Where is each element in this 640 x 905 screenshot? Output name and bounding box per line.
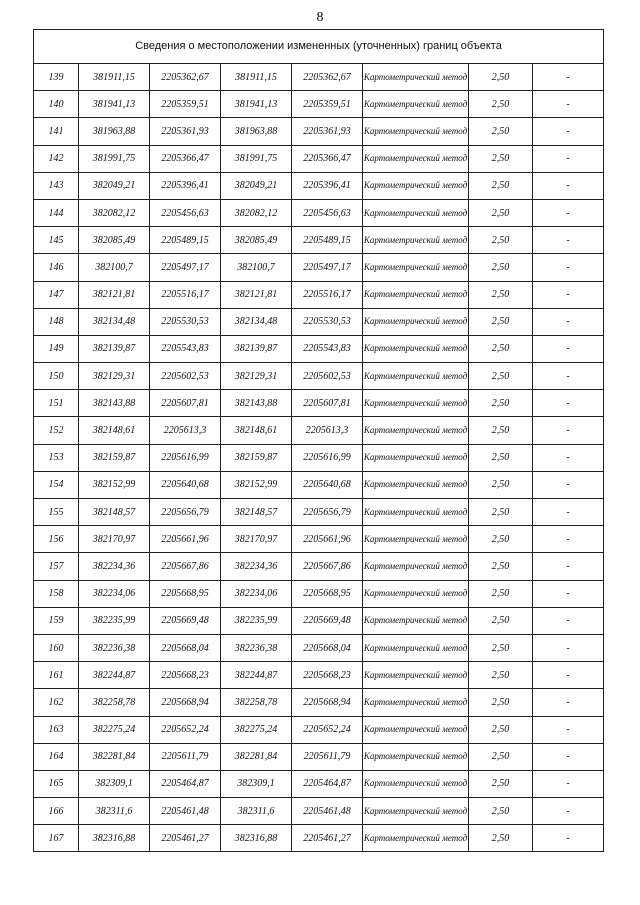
cell-note: - (533, 716, 604, 743)
table-row (34, 417, 604, 444)
cell-method: Картометрический метод (363, 662, 469, 689)
cell-x-refined: 381941,13 (221, 91, 292, 118)
cell-x-existing: 382234,36 (79, 553, 150, 580)
cell-x-refined: 382129,31 (221, 363, 292, 390)
cell-point-number: 167 (34, 825, 79, 852)
cell-method: Картометрический метод (363, 91, 469, 118)
cell-x-existing: 382148,61 (79, 417, 150, 444)
cell-x-refined: 382082,12 (221, 199, 292, 226)
cell-y-refined: 2205640,68 (292, 471, 363, 498)
cell-y-refined: 2205667,86 (292, 553, 363, 580)
cell-accuracy: 2,50 (469, 580, 533, 607)
cell-note: - (533, 308, 604, 335)
cell-note: - (533, 390, 604, 417)
table-row (34, 743, 604, 770)
cell-note: - (533, 145, 604, 172)
cell-method: Картометрический метод (363, 526, 469, 553)
table-row (34, 770, 604, 797)
cell-point-number: 142 (34, 145, 79, 172)
cell-x-refined: 382258,78 (221, 689, 292, 716)
cell-method: Картометрический метод (363, 716, 469, 743)
cell-x-existing: 382121,81 (79, 281, 150, 308)
cell-accuracy: 2,50 (469, 254, 533, 281)
cell-x-refined: 382234,36 (221, 553, 292, 580)
cell-y-refined: 2205456,63 (292, 199, 363, 226)
table-row (34, 553, 604, 580)
cell-x-refined: 382121,81 (221, 281, 292, 308)
cell-note: - (533, 172, 604, 199)
cell-method: Картометрический метод (363, 553, 469, 580)
cell-x-refined: 381963,88 (221, 118, 292, 145)
cell-point-number: 158 (34, 580, 79, 607)
cell-y-refined: 2205497,17 (292, 254, 363, 281)
cell-y-refined: 2205661,96 (292, 526, 363, 553)
cell-accuracy: 2,50 (469, 308, 533, 335)
cell-y-existing: 2205640,68 (150, 471, 221, 498)
cell-method: Картометрический метод (363, 798, 469, 825)
cell-note: - (533, 607, 604, 634)
cell-x-existing: 382311,6 (79, 798, 150, 825)
cell-y-existing: 2205530,53 (150, 308, 221, 335)
cell-x-refined: 382309,1 (221, 770, 292, 797)
table-row (34, 634, 604, 661)
cell-x-existing: 382316,88 (79, 825, 150, 852)
cell-x-existing: 382235,99 (79, 607, 150, 634)
cell-method: Картометрический метод (363, 64, 469, 91)
cell-y-existing: 2205668,23 (150, 662, 221, 689)
cell-method: Картометрический метод (363, 825, 469, 852)
cell-method: Картометрический метод (363, 145, 469, 172)
cell-y-refined: 2205359,51 (292, 91, 363, 118)
cell-point-number: 147 (34, 281, 79, 308)
cell-x-existing: 382275,24 (79, 716, 150, 743)
cell-y-existing: 2205607,81 (150, 390, 221, 417)
boundary-coordinates-table (33, 29, 604, 852)
cell-point-number: 146 (34, 254, 79, 281)
cell-x-refined: 382049,21 (221, 172, 292, 199)
table-header-row (34, 30, 604, 64)
cell-x-refined: 382152,99 (221, 471, 292, 498)
cell-method: Картометрический метод (363, 281, 469, 308)
cell-method: Картометрический метод (363, 363, 469, 390)
cell-x-existing: 381911,15 (79, 64, 150, 91)
cell-y-existing: 2205461,27 (150, 825, 221, 852)
cell-note: - (533, 825, 604, 852)
cell-point-number: 157 (34, 553, 79, 580)
cell-x-refined: 381991,75 (221, 145, 292, 172)
cell-y-existing: 2205661,96 (150, 526, 221, 553)
cell-y-refined: 2205669,48 (292, 607, 363, 634)
cell-x-refined: 382316,88 (221, 825, 292, 852)
cell-y-existing: 2205668,95 (150, 580, 221, 607)
cell-note: - (533, 444, 604, 471)
cell-accuracy: 2,50 (469, 145, 533, 172)
cell-y-existing: 2205464,87 (150, 770, 221, 797)
cell-x-refined: 382311,6 (221, 798, 292, 825)
cell-accuracy: 2,50 (469, 743, 533, 770)
cell-accuracy: 2,50 (469, 335, 533, 362)
cell-x-refined: 382148,61 (221, 417, 292, 444)
table-row (34, 91, 604, 118)
table-row (34, 363, 604, 390)
cell-note: - (533, 417, 604, 444)
cell-accuracy: 2,50 (469, 716, 533, 743)
cell-accuracy: 2,50 (469, 553, 533, 580)
cell-y-existing: 2205361,93 (150, 118, 221, 145)
table-row (34, 335, 604, 362)
cell-point-number: 150 (34, 363, 79, 390)
cell-note: - (533, 770, 604, 797)
cell-method: Картометрический метод (363, 634, 469, 661)
cell-accuracy: 2,50 (469, 64, 533, 91)
cell-method: Картометрический метод (363, 227, 469, 254)
cell-x-existing: 382085,49 (79, 227, 150, 254)
cell-x-existing: 381941,13 (79, 91, 150, 118)
cell-point-number: 162 (34, 689, 79, 716)
cell-y-existing: 2205366,47 (150, 145, 221, 172)
cell-method: Картометрический метод (363, 607, 469, 634)
cell-point-number: 160 (34, 634, 79, 661)
cell-y-existing: 2205616,99 (150, 444, 221, 471)
cell-y-refined: 2205611,79 (292, 743, 363, 770)
cell-note: - (533, 118, 604, 145)
cell-x-refined: 382275,24 (221, 716, 292, 743)
cell-point-number: 145 (34, 227, 79, 254)
cell-method: Картометрический метод (363, 254, 469, 281)
cell-x-existing: 382152,99 (79, 471, 150, 498)
cell-method: Картометрический метод (363, 199, 469, 226)
cell-method: Картометрический метод (363, 118, 469, 145)
table-row (34, 444, 604, 471)
cell-y-refined: 2205366,47 (292, 145, 363, 172)
cell-point-number: 153 (34, 444, 79, 471)
cell-accuracy: 2,50 (469, 281, 533, 308)
cell-x-existing: 382139,87 (79, 335, 150, 362)
cell-x-refined: 382139,87 (221, 335, 292, 362)
cell-method: Картометрический метод (363, 308, 469, 335)
cell-note: - (533, 335, 604, 362)
cell-accuracy: 2,50 (469, 607, 533, 634)
cell-accuracy: 2,50 (469, 825, 533, 852)
cell-note: - (533, 526, 604, 553)
table-row (34, 64, 604, 91)
cell-accuracy: 2,50 (469, 526, 533, 553)
cell-y-existing: 2205497,17 (150, 254, 221, 281)
cell-x-existing: 381963,88 (79, 118, 150, 145)
cell-point-number: 141 (34, 118, 79, 145)
cell-note: - (533, 254, 604, 281)
cell-y-existing: 2205669,48 (150, 607, 221, 634)
cell-accuracy: 2,50 (469, 689, 533, 716)
cell-x-refined: 382085,49 (221, 227, 292, 254)
table-row (34, 499, 604, 526)
cell-x-existing: 382148,57 (79, 499, 150, 526)
cell-y-refined: 2205362,67 (292, 64, 363, 91)
cell-y-refined: 2205668,94 (292, 689, 363, 716)
cell-x-existing: 382281,84 (79, 743, 150, 770)
cell-x-existing: 382143,88 (79, 390, 150, 417)
cell-y-refined: 2205361,93 (292, 118, 363, 145)
cell-x-refined: 382143,88 (221, 390, 292, 417)
cell-note: - (533, 363, 604, 390)
cell-accuracy: 2,50 (469, 417, 533, 444)
cell-point-number: 166 (34, 798, 79, 825)
cell-y-refined: 2205461,48 (292, 798, 363, 825)
cell-accuracy: 2,50 (469, 172, 533, 199)
cell-point-number: 156 (34, 526, 79, 553)
cell-y-refined: 2205396,41 (292, 172, 363, 199)
cell-point-number: 140 (34, 91, 79, 118)
cell-x-refined: 382170,97 (221, 526, 292, 553)
cell-point-number: 159 (34, 607, 79, 634)
cell-point-number: 151 (34, 390, 79, 417)
table-row (34, 580, 604, 607)
cell-accuracy: 2,50 (469, 499, 533, 526)
cell-accuracy: 2,50 (469, 363, 533, 390)
cell-x-existing: 382129,31 (79, 363, 150, 390)
cell-point-number: 149 (34, 335, 79, 362)
cell-method: Картометрический метод (363, 417, 469, 444)
cell-y-refined: 2205668,04 (292, 634, 363, 661)
cell-note: - (533, 471, 604, 498)
table-row (34, 689, 604, 716)
cell-y-refined: 2205489,15 (292, 227, 363, 254)
cell-x-existing: 382049,21 (79, 172, 150, 199)
table-row (34, 145, 604, 172)
cell-x-existing: 382244,87 (79, 662, 150, 689)
cell-note: - (533, 798, 604, 825)
table-row (34, 227, 604, 254)
cell-note: - (533, 91, 604, 118)
table-row (34, 662, 604, 689)
cell-accuracy: 2,50 (469, 798, 533, 825)
cell-point-number: 144 (34, 199, 79, 226)
cell-y-existing: 2205611,79 (150, 743, 221, 770)
cell-y-existing: 2205516,17 (150, 281, 221, 308)
table-row (34, 825, 604, 852)
cell-point-number: 164 (34, 743, 79, 770)
cell-point-number: 143 (34, 172, 79, 199)
cell-y-existing: 2205602,53 (150, 363, 221, 390)
cell-y-refined: 2205602,53 (292, 363, 363, 390)
cell-method: Картометрический метод (363, 689, 469, 716)
cell-x-existing: 382134,48 (79, 308, 150, 335)
cell-y-existing: 2205667,86 (150, 553, 221, 580)
cell-accuracy: 2,50 (469, 91, 533, 118)
cell-x-existing: 382170,97 (79, 526, 150, 553)
cell-note: - (533, 553, 604, 580)
cell-method: Картометрический метод (363, 743, 469, 770)
cell-y-refined: 2205543,83 (292, 335, 363, 362)
table-row (34, 118, 604, 145)
cell-x-existing: 382100,7 (79, 254, 150, 281)
cell-x-refined: 382244,87 (221, 662, 292, 689)
cell-accuracy: 2,50 (469, 662, 533, 689)
cell-x-refined: 381911,15 (221, 64, 292, 91)
cell-note: - (533, 743, 604, 770)
cell-x-existing: 382258,78 (79, 689, 150, 716)
cell-point-number: 148 (34, 308, 79, 335)
cell-y-existing: 2205668,04 (150, 634, 221, 661)
table-row (34, 607, 604, 634)
cell-y-existing: 2205396,41 (150, 172, 221, 199)
cell-accuracy: 2,50 (469, 444, 533, 471)
table-row (34, 526, 604, 553)
cell-y-existing: 2205543,83 (150, 335, 221, 362)
cell-y-existing: 2205613,3 (150, 417, 221, 444)
cell-x-refined: 382235,99 (221, 607, 292, 634)
cell-y-refined: 2205461,27 (292, 825, 363, 852)
cell-point-number: 152 (34, 417, 79, 444)
cell-accuracy: 2,50 (469, 390, 533, 417)
cell-point-number: 154 (34, 471, 79, 498)
cell-y-existing: 2205362,67 (150, 64, 221, 91)
cell-x-refined: 382100,7 (221, 254, 292, 281)
cell-point-number: 155 (34, 499, 79, 526)
cell-accuracy: 2,50 (469, 227, 533, 254)
cell-point-number: 163 (34, 716, 79, 743)
cell-x-refined: 382148,57 (221, 499, 292, 526)
cell-x-existing: 381991,75 (79, 145, 150, 172)
cell-point-number: 165 (34, 770, 79, 797)
cell-note: - (533, 64, 604, 91)
cell-y-refined: 2205613,3 (292, 417, 363, 444)
cell-x-existing: 382159,87 (79, 444, 150, 471)
cell-x-existing: 382082,12 (79, 199, 150, 226)
cell-y-refined: 2205464,87 (292, 770, 363, 797)
table-row (34, 254, 604, 281)
cell-point-number: 139 (34, 64, 79, 91)
cell-note: - (533, 634, 604, 661)
cell-note: - (533, 689, 604, 716)
cell-y-refined: 2205530,53 (292, 308, 363, 335)
cell-x-existing: 382234,06 (79, 580, 150, 607)
table-row (34, 281, 604, 308)
cell-x-refined: 382281,84 (221, 743, 292, 770)
cell-accuracy: 2,50 (469, 634, 533, 661)
cell-accuracy: 2,50 (469, 118, 533, 145)
cell-y-existing: 2205668,94 (150, 689, 221, 716)
cell-method: Картометрический метод (363, 172, 469, 199)
cell-accuracy: 2,50 (469, 471, 533, 498)
cell-accuracy: 2,50 (469, 199, 533, 226)
page-number: 8 (316, 10, 324, 25)
cell-y-refined: 2205656,79 (292, 499, 363, 526)
cell-y-existing: 2205359,51 (150, 91, 221, 118)
table-row (34, 390, 604, 417)
table-row (34, 798, 604, 825)
cell-note: - (533, 662, 604, 689)
cell-y-existing: 2205656,79 (150, 499, 221, 526)
cell-y-existing: 2205489,15 (150, 227, 221, 254)
cell-y-refined: 2205668,95 (292, 580, 363, 607)
table-row (34, 716, 604, 743)
cell-x-refined: 382234,06 (221, 580, 292, 607)
cell-x-refined: 382159,87 (221, 444, 292, 471)
cell-method: Картометрический метод (363, 770, 469, 797)
cell-method: Картометрический метод (363, 335, 469, 362)
cell-y-refined: 2205516,17 (292, 281, 363, 308)
cell-note: - (533, 499, 604, 526)
table-title: Сведения о местоположении измененных (уточненных) границ объекта (34, 30, 604, 64)
cell-accuracy: 2,50 (469, 770, 533, 797)
cell-note: - (533, 227, 604, 254)
cell-x-refined: 382236,38 (221, 634, 292, 661)
table-row (34, 172, 604, 199)
cell-note: - (533, 281, 604, 308)
table-row (34, 471, 604, 498)
cell-x-refined: 382134,48 (221, 308, 292, 335)
cell-method: Картометрический метод (363, 580, 469, 607)
cell-note: - (533, 580, 604, 607)
cell-x-existing: 382309,1 (79, 770, 150, 797)
cell-point-number: 161 (34, 662, 79, 689)
cell-y-refined: 2205607,81 (292, 390, 363, 417)
cell-y-existing: 2205456,63 (150, 199, 221, 226)
cell-x-existing: 382236,38 (79, 634, 150, 661)
cell-method: Картометрический метод (363, 471, 469, 498)
cell-method: Картометрический метод (363, 499, 469, 526)
cell-y-refined: 2205668,23 (292, 662, 363, 689)
cell-note: - (533, 199, 604, 226)
cell-y-refined: 2205652,24 (292, 716, 363, 743)
cell-y-refined: 2205616,99 (292, 444, 363, 471)
cell-method: Картометрический метод (363, 444, 469, 471)
cell-method: Картометрический метод (363, 390, 469, 417)
cell-y-existing: 2205652,24 (150, 716, 221, 743)
table-row (34, 308, 604, 335)
table-row (34, 199, 604, 226)
cell-y-existing: 2205461,48 (150, 798, 221, 825)
